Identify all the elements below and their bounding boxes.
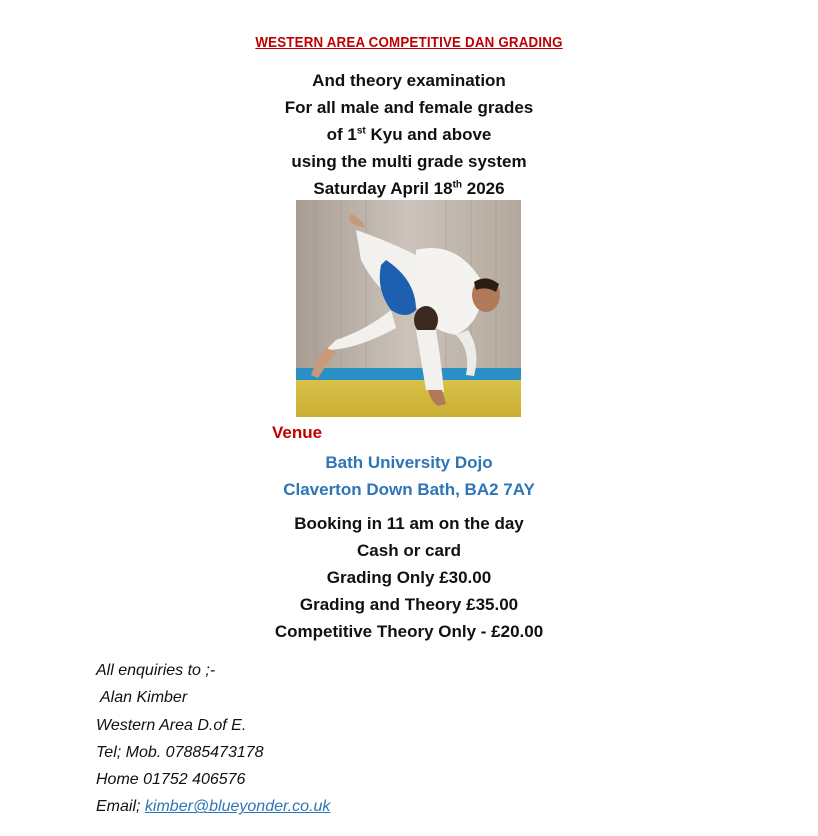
contact-home-phone: Home 01752 406576: [96, 771, 246, 789]
contact-mobile: Tel; Mob. 07885473178: [96, 743, 264, 761]
venue-address: Claverton Down Bath, BA2 7AY: [283, 480, 535, 499]
venue-details: [0, 449, 818, 503]
price-theory-only: Competitive Theory Only - £20.00: [274, 622, 544, 641]
poster-title: WESTERN AREA COMPETITIVE DAN GRADING: [255, 35, 563, 51]
email-label: Email;: [96, 798, 145, 816]
venue-name: Bath University Dojo: [325, 453, 493, 472]
judo-throw-photo: [296, 200, 521, 417]
booking-time: Booking in 11 am on the day: [294, 514, 524, 533]
subtitle-grades: For all male and female grades: [284, 98, 534, 117]
venue-label: Venue: [272, 423, 323, 442]
booking-details: [0, 510, 818, 645]
price-grading-theory: Grading and Theory £35.00: [299, 595, 519, 614]
subtitle-kyu: of 1st Kyu and above: [326, 125, 492, 144]
event-date: Saturday April 18th 2026: [313, 179, 505, 198]
subtitle-system: using the multi grade system: [291, 152, 527, 171]
subtitle-theory: And theory examination: [312, 71, 506, 90]
email-link[interactable]: kimber@blueyonder.co.uk: [144, 798, 331, 816]
contact-name: Alan Kimber: [100, 689, 188, 707]
event-details: [0, 67, 818, 202]
contact-email-line: [96, 793, 330, 820]
enquiries-intro: All enquiries to ;-: [96, 662, 216, 679]
contact-role: Western Area D.of E.: [96, 716, 247, 734]
enquiries-contact: [96, 657, 330, 821]
price-grading-only: Grading Only £30.00: [326, 568, 492, 587]
payment-method: Cash or card: [357, 541, 461, 560]
